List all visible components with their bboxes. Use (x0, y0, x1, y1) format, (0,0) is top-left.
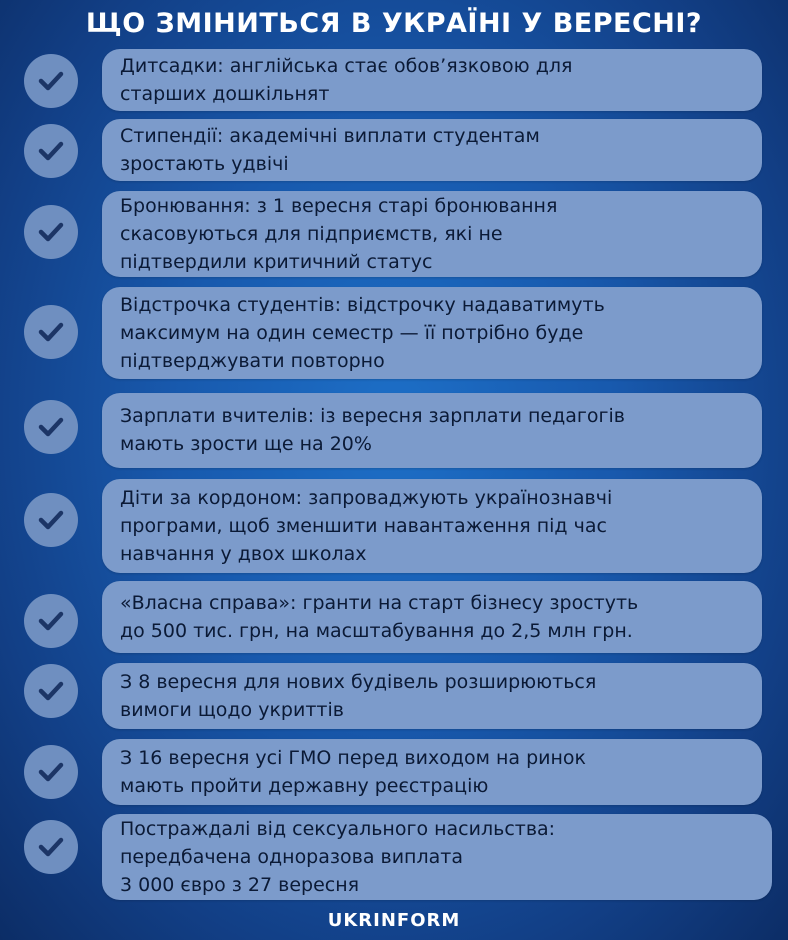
brand-logo: UKRINFORM (327, 910, 461, 931)
list-item (102, 479, 762, 573)
checkmark-icon (24, 305, 78, 359)
checkmark-icon (24, 124, 78, 178)
list-item (102, 663, 762, 729)
list-item-text: Дитсадки: англійська стає обов’язковою для старших дошкільнят (120, 54, 573, 105)
checkmark-icon (24, 493, 78, 547)
checkmark-icon (24, 745, 78, 799)
list-item (102, 739, 762, 805)
checkmark-icon (24, 54, 78, 108)
list-item (102, 393, 762, 468)
checkmark-icon (24, 205, 78, 259)
list-item (102, 119, 762, 181)
list-item-text: З 16 вересня усі ГМО перед виходом на ринок мають пройти державну реєстрацію (120, 746, 587, 797)
list-item (102, 49, 762, 111)
list-item (102, 191, 762, 277)
list-item-text: Зарплати вчителів: із вересня зарплати педагогів мають зрости ще на 20% (120, 405, 625, 455)
page-title: ЩО ЗМІНИТЬСЯ В УКРАЇНІ У ВЕРЕСНІ? (85, 8, 703, 39)
list-item-text: «Власна справа»: гранти на старт бізнесу зростуть до 500 тис. грн, на масштабування до 2,5 млн грн. (120, 591, 639, 642)
list-item (102, 581, 762, 653)
list-item (102, 814, 772, 900)
checkmark-icon (24, 820, 78, 874)
list-item-text: Постраждалі від сексуального насильства: передбачена одноразова виплата 3 000 євро з 27 вересня (120, 817, 556, 896)
checkmark-icon (24, 594, 78, 648)
list-item (102, 287, 762, 379)
checkmark-icon (24, 664, 78, 718)
list-item-text: Діти за кордоном: запроваджують українознавчі програми, щоб зменшити навантаження під час навчання у двох школах (120, 486, 613, 565)
checkmark-icon (24, 400, 78, 454)
list-item-text: Бронювання: з 1 вересня старі бронювання скасовуються для підприємств, які не підтвердили критичний статус (120, 194, 558, 273)
list-item-text: Відстрочка студентів: відстрочку надаватимуть максимум на один семестр — її потрібно буде підтверджувати повторно (120, 293, 605, 372)
list-item-text: Стипендії: академічні виплати студентам зростають удвічі (120, 124, 540, 175)
list-item-text: З 8 вересня для нових будівель розширюються вимоги щодо укриттів (120, 670, 597, 721)
